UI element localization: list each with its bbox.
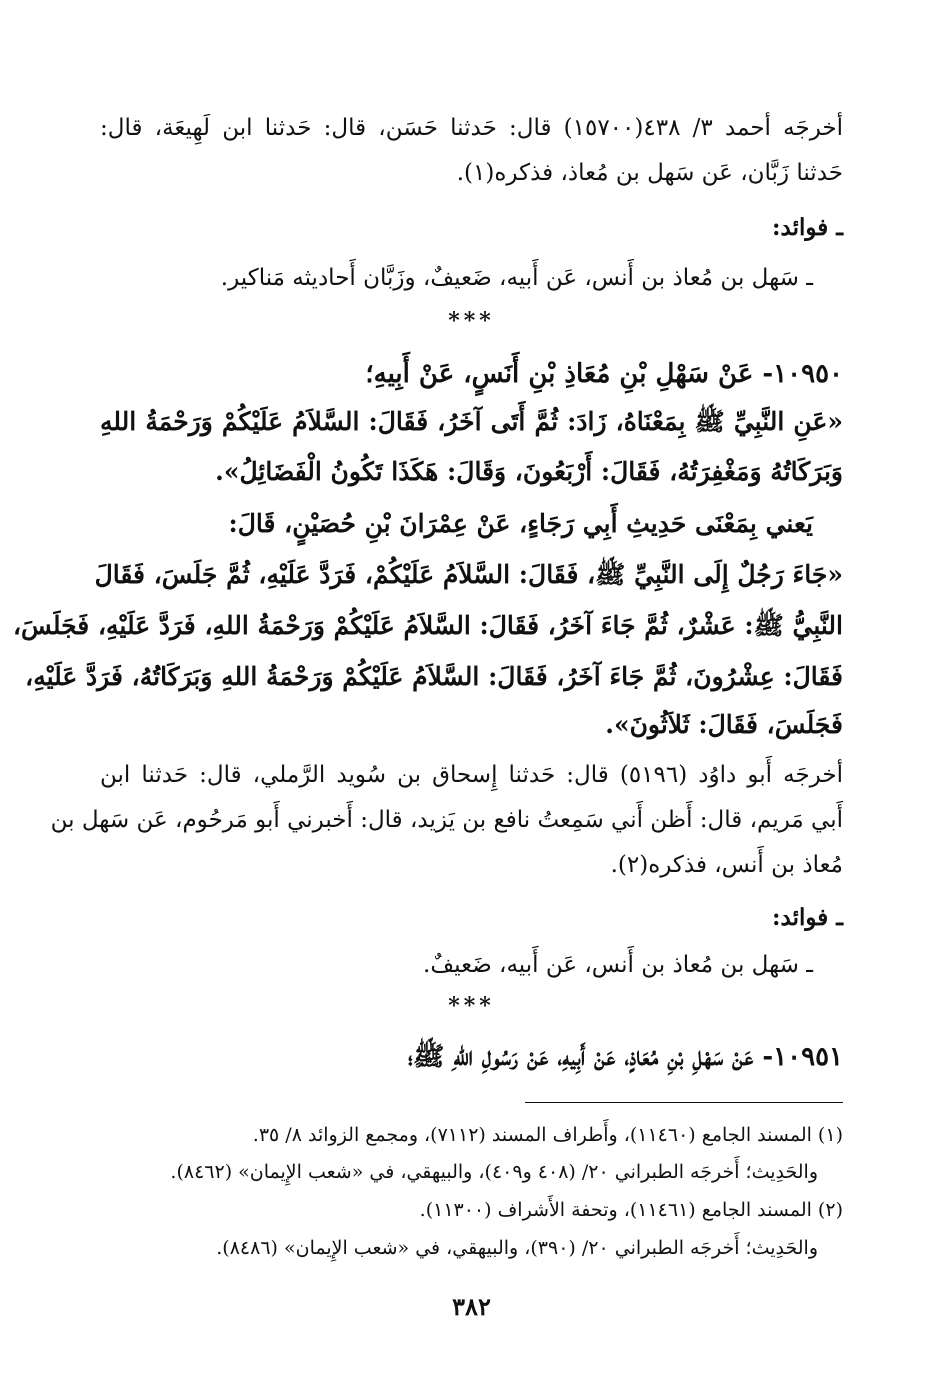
hadith-text-line: وَبَرَكَاتُهُ وَمَغْفِرَتُهُ، فَقَالَ: أَرْبَعُونَ، وَقَالَ: هَكَذَا تَكُونُ الْفَضَائِلُ». xyxy=(215,457,843,486)
takhrij-line: أَبي مَريم، قال: أَظن أَني سَمِعتُ نافع بن يَزيد، قال: أَخبرني أَبو مَرحُوم، عَن سَهل بن xyxy=(50,807,843,833)
takhrij-line: أخرجَه أحمد ٣/ ٤٣٨(١٥٧٠٠) قال: حَدثنا حَسَن، قال: حَدثنا ابن لَهِيعَة، قال: xyxy=(100,115,843,141)
takhrij-line: مُعاذ بن أَنس، فذكره(٢). xyxy=(610,852,843,878)
footnote: (٢) المسند الجامع (١١٤٦١)، وتحفة الأَشراف (١١٣٠٠). xyxy=(419,1199,843,1221)
footnote-rule xyxy=(525,1102,843,1103)
fawaid-heading: ـ فوائد: xyxy=(772,904,843,931)
hadith-text-line: فَقَالَ: عِشْرُونَ، ثُمَّ جَاءَ آخَرُ، فَقَالَ: السَّلاَمُ عَلَيْكُمْ وَرَحْمَةُ اللهِ وَبَرَكَاتُهُ، فَرَدَّ عَلَيْهِ، xyxy=(25,662,843,691)
hadith-text-line: فَجَلَسَ، فَقَالَ: ثَلاَثُونَ». xyxy=(605,710,843,739)
fawaid-note: ـ سَهل بن مُعاذ بن أَنس، عَن أَبيه، ضَعيفٌ، وزَبَّان أَحاديثه مَناكير. xyxy=(220,265,813,291)
footnote: (١) المسند الجامع (١١٤٦٠)، وأَطراف المسند (٧١١٢)، ومجمع الزوائد ٨/ ٣٥. xyxy=(252,1124,843,1146)
hadith-heading: ١٠٩٥٠- عَنْ سَهْلِ بْنِ مُعَاذِ بْنِ أَنَسٍ، عَنْ أَبِيهِ؛ xyxy=(365,359,843,389)
footnote: والحَدِيث؛ أَخرجَه الطبراني ٢٠/ (٤٠٨ و٤٠٩)، والبيهقي، في «شعب الإِيمان» (٨٤٦٢). xyxy=(170,1161,818,1183)
fawaid-heading: ـ فوائد: xyxy=(772,214,843,241)
page-number: ٣٨٢ xyxy=(452,1292,491,1321)
separator-stars: *** xyxy=(448,308,495,334)
hadith-text-line: «عَنِ النَّبِيِّ ﷺ بِمَعْنَاهُ، زَادَ: ثُمَّ أَتَى آخَرُ، فَقَالَ: السَّلاَمُ عَلَيْكُمْ وَرَحْمَةُ اللهِ xyxy=(100,407,843,436)
hadith-text-line: «جَاءَ رَجُلٌ إِلَى النَّبِيِّ ﷺ، فَقَالَ: السَّلاَمُ عَلَيْكُمْ، فَرَدَّ عَلَيْهِ، ثُمَّ جَلَسَ، فَقَالَ xyxy=(94,560,843,589)
separator-stars: *** xyxy=(448,993,495,1019)
hadith-text-line: النَّبِيُّ ﷺ: عَشْرٌ، ثُمَّ جَاءَ آخَرُ، فَقَالَ: السَّلاَمُ عَلَيْكُمْ وَرَحْمَةُ اللهِ، فَرَدَّ عَلَيْهِ، فَجَلَسَ، xyxy=(12,611,843,640)
takhrij-line: حَدثنا زَبَّان، عَن سَهل بن مُعاذ، فذكره(١). xyxy=(456,160,843,186)
hadith-text-line: يَعني بِمَعْنَى حَدِيثِ أَبِي رَجَاءٍ، عَنْ عِمْرَانَ بْنِ حُصَيْنٍ، قَالَ: xyxy=(228,509,813,538)
takhrij-line: أخرجَه أَبو داوُد (٥١٩٦) قال: حَدثنا إِسحاق بن سُويد الرَّملي، قال: حَدثنا ابن xyxy=(100,762,843,788)
footnote: والحَدِيث؛ أَخرجَه الطبراني ٢٠/ (٣٩٠)، والبيهقي، في «شعب الإِيمان» (٨٤٨٦). xyxy=(216,1237,818,1259)
hadith-heading: ١٠٩٥١- عَنْ سَهْلِ بْنِ مُعَاذٍ، عَنْ أَبِيهِ، عَنْ رَسُولِ اللهِ ﷺ؛ xyxy=(407,1042,843,1072)
fawaid-note: ـ سَهل بن مُعاذ بن أَنس، عَن أَبيه، ضَعيفٌ. xyxy=(423,952,813,978)
